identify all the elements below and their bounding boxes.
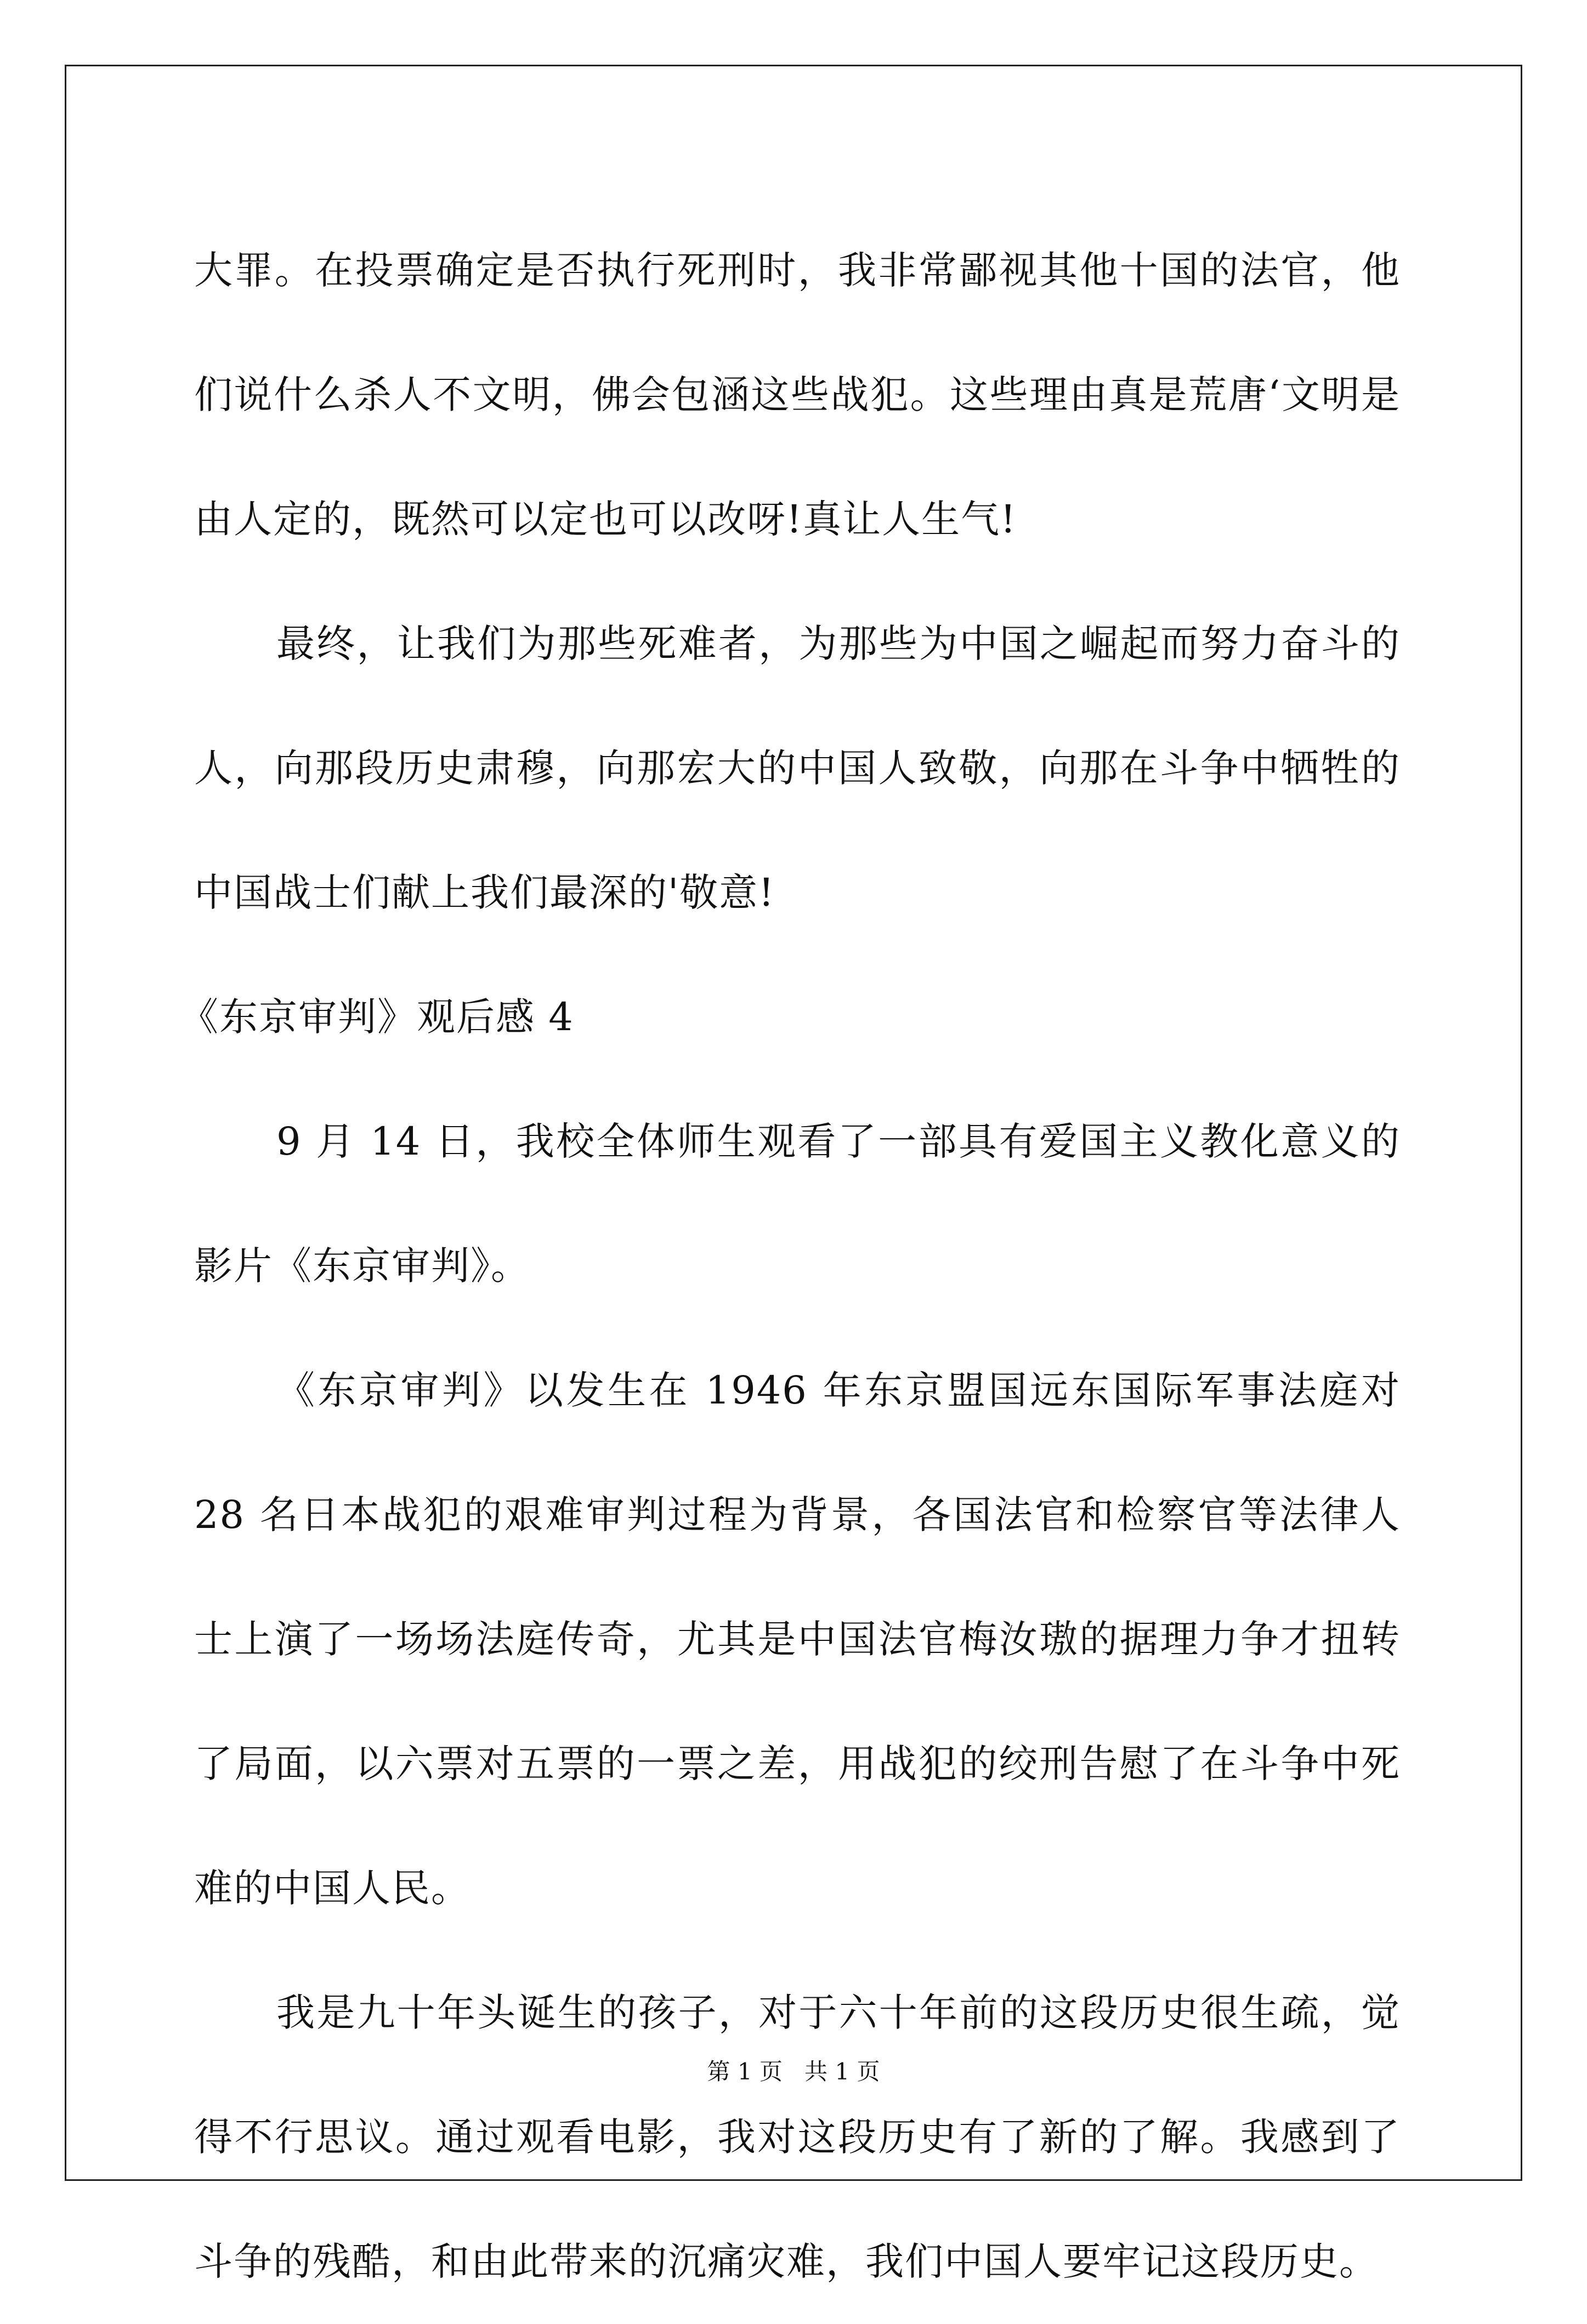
document-body — [180, 208, 1401, 2324]
paragraph-4: 《东京审判》以发生在 1946 年东京盟国远东国际军事法庭对 28 名日本战犯的艰难审判过程为背景，各国法官和检察官等法律人士上演了一场场法庭传奇，尤其是中国法官梅汝璈的据理力争才扭转了局面，以六票对五票的一票之差，用战犯的绞刑告慰了在斗争中死难的中国人民。 — [194, 1368, 1401, 1911]
page-footer: 第 1 页 共 1 页 — [707, 2058, 880, 2085]
section-heading — [180, 955, 1401, 1079]
paragraph-5: 我是九十年头诞生的孩子，对于六十年前的这段历史很生疏，觉得不行思议。通过观看电影，我对这段历史有了新的了解。我感到了斗争的残酷，和由此带来的沉痛灾难，我们中国人要牢记这段历史。 — [194, 1990, 1401, 2284]
paragraph-2: 最终，让我们为那些死难者，为那些为中国之崛起而努力奋斗的人，向那段历史肃穆，向那宏大的中国人致敬，向那在斗争中牺牲的中国战士们献上我们最深的'敬意! — [194, 621, 1401, 915]
paragraph-3: 9 月 14 日，我校全体师生观看了一部具有爱国主义教化意义的影片《东京审判》。 — [194, 1119, 1401, 1288]
paragraph-1: 大罪。在投票确定是否执行死刑时，我非常鄙视其他十国的法官，他们说什么杀人不文明，佛会包涵这些战犯。这些理由真是荒唐‘文明是由人定的，既然可以定也可以改呀!真让人生气! — [194, 248, 1401, 542]
section-heading-text: 《东京审判》观后感 4 — [180, 995, 574, 1039]
